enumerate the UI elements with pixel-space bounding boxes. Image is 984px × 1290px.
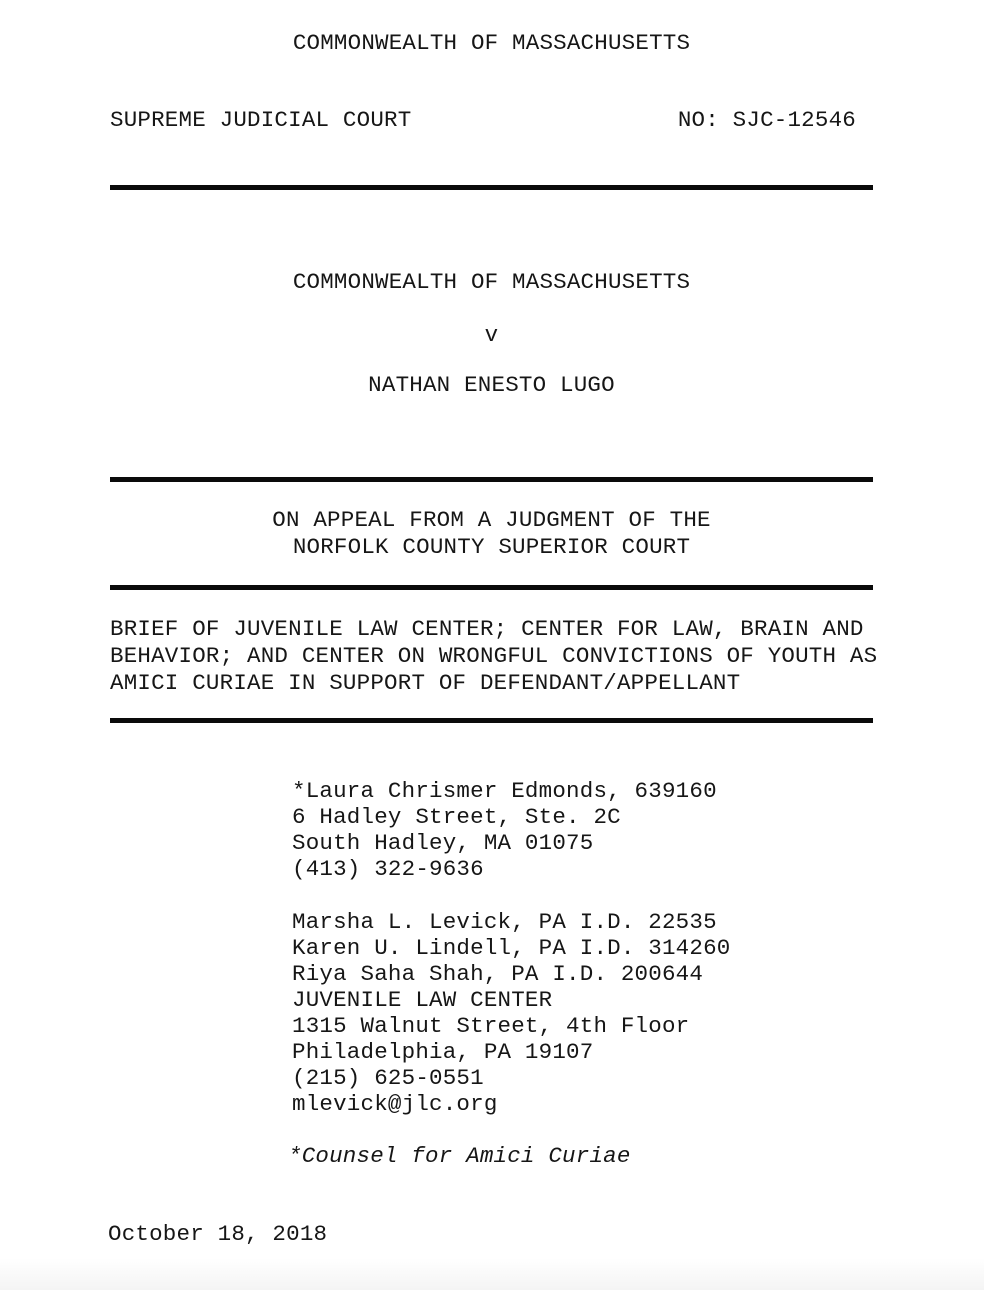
- filing-date: October 18, 2018: [108, 1221, 328, 1247]
- jurisdiction-heading: COMMONWEALTH OF MASSACHUSETTS: [292, 30, 691, 56]
- brief-title-line-1: BRIEF OF JUVENILE LAW CENTER; CENTER FOR LAW, BRAIN AND: [110, 616, 864, 642]
- counsel-org-line-5: 1315 Walnut Street, 4th Floor: [292, 1013, 690, 1039]
- court-docket-row: [110, 107, 873, 134]
- counsel-org-line-6: Philadelphia, PA 19107: [292, 1039, 594, 1065]
- counsel-org-line-3: Riya Saha Shah, PA I.D. 200644: [292, 961, 704, 987]
- counsel-organization-block: [292, 909, 730, 1117]
- counsel-primary-line-4: (413) 322-9636: [292, 856, 484, 882]
- horizontal-rule-3: [110, 585, 873, 590]
- counsel-primary-line-1: *Laura Chrismer Edmonds, 639160: [292, 778, 717, 804]
- counsel-org-line-1: Marsha L. Levick, PA I.D. 22535: [292, 909, 717, 935]
- appeal-statement-line-1: ON APPEAL FROM A JUDGMENT OF THE: [272, 507, 711, 533]
- court-name: SUPREME JUDICIAL COURT: [110, 107, 412, 133]
- horizontal-rule-4: [110, 718, 873, 723]
- brief-title-line-2: BEHAVIOR; AND CENTER ON WRONGFUL CONVICTIONS OF YOUTH AS: [110, 643, 878, 669]
- page-bottom-edge: [0, 1258, 984, 1290]
- defendant-name: NATHAN ENESTO LUGO: [368, 372, 615, 398]
- counsel-note: *Counsel for Amici Curiae: [288, 1143, 631, 1169]
- counsel-primary-line-2: 6 Hadley Street, Ste. 2C: [292, 804, 621, 830]
- versus-marker: v: [484, 322, 499, 348]
- counsel-primary-block: [292, 778, 717, 882]
- counsel-org-line-2: Karen U. Lindell, PA I.D. 314260: [292, 935, 731, 961]
- counsel-email: mlevick@jlc.org: [292, 1091, 498, 1117]
- appeal-statement-line-2: NORFOLK COUNTY SUPERIOR COURT: [292, 534, 691, 560]
- brief-title-line-3: AMICI CURIAE IN SUPPORT OF DEFENDANT/APPELLANT: [110, 670, 741, 696]
- plaintiff-name: COMMONWEALTH OF MASSACHUSETTS: [292, 269, 691, 295]
- counsel-org-line-7: (215) 625-0551: [292, 1065, 484, 1091]
- horizontal-rule-1: [110, 185, 873, 190]
- counsel-org-line-4: JUVENILE LAW CENTER: [292, 987, 553, 1013]
- appeal-statement: [110, 507, 873, 561]
- horizontal-rule-2: [110, 477, 873, 482]
- docket-number: NO: SJC-12546: [677, 107, 856, 133]
- brief-title: [110, 616, 878, 697]
- counsel-primary-line-3: South Hadley, MA 01075: [292, 830, 594, 856]
